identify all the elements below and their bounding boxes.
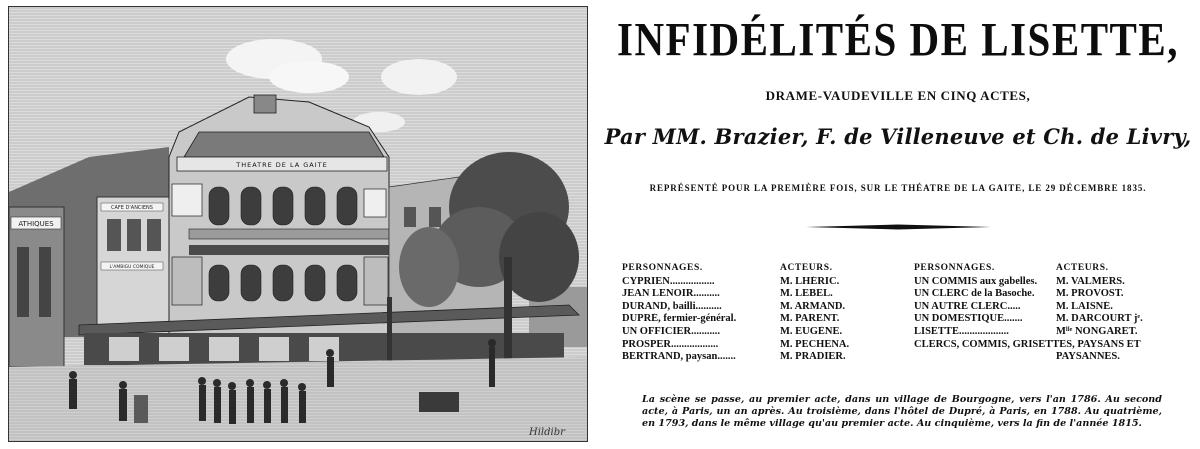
cast-actor: M. ARMAND. xyxy=(780,300,846,312)
facade-inscription: THEATRE DE LA GAITE xyxy=(236,161,328,169)
cast-actor: M. DARCOURT jᵉ. xyxy=(1056,313,1143,325)
cast-role: BERTRAND, paysan....... xyxy=(622,351,736,363)
cast-role: UN AUTRE CLERC..... xyxy=(914,300,1021,312)
cast-actor: M. LEBEL. xyxy=(780,288,833,300)
artist-signature: Hildibr xyxy=(529,427,565,438)
cast-extras: CLERCS, COMMIS, GRISETTES, PAYSANS ET xyxy=(914,338,1141,350)
engraving-drawing xyxy=(9,7,587,441)
cast-row xyxy=(622,288,902,301)
cast-row-extras-cont xyxy=(914,351,1196,364)
cast-list-left xyxy=(622,262,902,364)
play-authors: Par MM. Brazier, F. de Villeneuve et Ch. de Livry, xyxy=(604,124,1192,149)
cast-list-right xyxy=(914,262,1196,364)
cast-role: LISETTE................... xyxy=(914,325,1009,337)
cast-role: DUPRÉ, fermier-général. xyxy=(622,313,737,325)
cast-actor: M. LHÉRIC. xyxy=(780,275,840,287)
cast-header-right xyxy=(914,262,1196,275)
cast-row-extras xyxy=(914,339,1196,352)
play-genre: DRAME-VAUDEVILLE EN CINQ ACTES, xyxy=(765,88,1031,103)
cast-row xyxy=(622,326,902,339)
cast-role: JEAN LENOIR.......... xyxy=(622,288,720,300)
cast-actor: M. PARENT. xyxy=(780,313,840,325)
cast-actor: M. PRADIER. xyxy=(780,351,846,363)
cast-row xyxy=(914,276,1196,289)
cast-actor: M. LAISNÉ. xyxy=(1056,300,1113,312)
cast-header-left xyxy=(622,262,902,275)
header-role: PERSONNAGES. xyxy=(914,263,995,273)
cast-row xyxy=(914,288,1196,301)
cast-role: PROSPER.................. xyxy=(622,338,719,350)
theatre-engraving xyxy=(8,6,588,442)
side-shop-sign-2: L'AMBIGU COMIQUE xyxy=(109,265,155,270)
cast-row xyxy=(914,313,1196,326)
cast-actor: M. PROVOST. xyxy=(1056,288,1124,300)
cast-row xyxy=(622,313,902,326)
cast-role: DURAND, bailli.......... xyxy=(622,300,722,312)
premiere-line: REPRÉSENTÉ POUR LA PREMIÈRE FOIS, SUR LE THÉATRE DE LA GAITE, LE 29 DÉCEMBRE 1835. xyxy=(649,183,1147,193)
play-title: INFIDÉLITÉS DE LISETTE, xyxy=(616,13,1179,67)
cast-row xyxy=(622,276,902,289)
playbill-page xyxy=(596,0,1200,449)
cast-actor: Mˡˡᵉ NONGARET. xyxy=(1056,325,1138,337)
ornamental-rule xyxy=(806,224,991,230)
scene-note: La scène se passe, au premier acte, dans un village de Bourgogne, vers l'an 1786. Au second acte, à Paris, un an après. Au troisième, dans l'hôtel de Dupré, à Paris, en 1788. Au quatrième, en 1793, dans le même village qu'au premier acte. Au cinquième, vers la fin de l'année 1815. xyxy=(642,394,1162,429)
left-shop-sign: ATHIQUES xyxy=(18,220,54,228)
cast-row xyxy=(622,351,902,364)
cast-row xyxy=(914,326,1196,339)
cast-role: UN COMMIS aux gabelles. xyxy=(914,275,1038,287)
cast-row xyxy=(914,301,1196,314)
cast-extras-continuation: PAYSANNES. xyxy=(1056,351,1120,363)
cast-role: UN DOMESTIQUE....... xyxy=(914,313,1023,325)
cast-role: UN OFFICIER........... xyxy=(622,325,721,337)
header-actor: ACTEURS. xyxy=(1056,263,1109,273)
header-actor: ACTEURS. xyxy=(780,263,833,273)
cast-actor: M. VALMERS. xyxy=(1056,275,1125,287)
cast-actor: M. EUGÈNE. xyxy=(780,325,843,337)
cast-role: UN CLERC de la Basoche. xyxy=(914,288,1035,300)
cast-actor: M. PECHENA. xyxy=(780,338,850,350)
cast-row xyxy=(622,339,902,352)
header-role: PERSONNAGES. xyxy=(622,263,703,273)
cast-row xyxy=(622,301,902,314)
side-shop-sign-1: CAFE D'ANCIENS xyxy=(111,205,153,211)
cast-role: CYPRIEN................. xyxy=(622,275,715,287)
